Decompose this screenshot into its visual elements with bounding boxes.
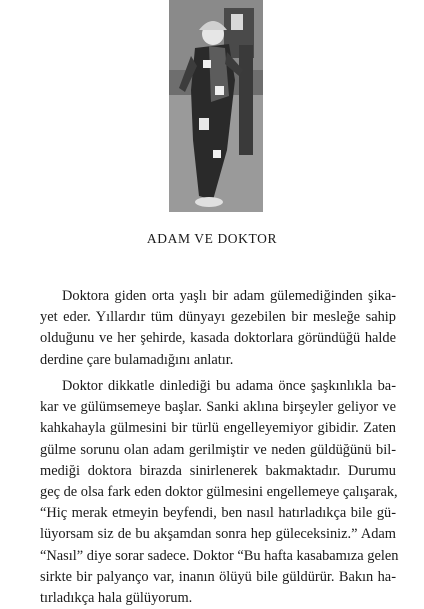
paragraph-2 — [40, 376, 399, 609]
paragraph-2-line: gülme sorunu olan adam gerilmiştir ve neden güldüğünü bil- — [40, 441, 396, 458]
paragraph-1 — [40, 286, 396, 371]
paragraph-2-line: tırladıkça hala gülüyorum. — [40, 590, 193, 607]
paragraph-2-line: kar ve gülümsemeye başlar. Sanki aklına birşeyler geliyor ve — [40, 399, 396, 416]
clown-photo — [169, 0, 263, 212]
story-title: ADAM VE DOKTOR — [146, 231, 278, 246]
paragraph-1-line: yet eder. Yıllardır tüm dünyayı gezebilen bir mesleğe sahip — [40, 309, 396, 326]
paragraph-1-line: derdine çare bulamadığını anlatır. — [40, 351, 234, 368]
paragraph-2-line: sirkte bir palyanço var, inanın ölüyü bile güldürür. Bakın ha- — [40, 568, 396, 585]
paragraph-1-line: Doktora giden orta yaşlı bir adam gülemediğinden şika- — [62, 288, 396, 304]
paragraph-2-line: mediği doktora birazda sinirlenerek bakmaktadır. Durumu — [40, 462, 396, 479]
paragraph-2-line: Doktor dikkatle dinlediği bu adama önce şaşkınlıkla ba- — [62, 378, 396, 394]
paragraph-2-line: “Hiç merak etmeyin beyfendi, ben nasıl hatırladıkça bile gü- — [40, 505, 396, 522]
paragraph-2-line: “Nasıl” diye sorar sadece. Doktor “Bu hafta kasabamıza gelen — [40, 547, 399, 564]
paragraph-2-line: lüyorsam siz de bu akşamdan sonra hep güleceksiniz.” Adam — [40, 526, 396, 543]
paragraph-2-line: geç de olsa fark eden doktor gülmesini engellemeye çalışarak, — [40, 484, 398, 501]
paragraph-1-line: olduğunu ve her şehirde, kasada doktorlara göründüğü halde — [40, 330, 396, 347]
paragraph-2-line: kahkahayla gülmesini bir türlü engelleyemiyor gibidir. Zaten — [40, 420, 396, 437]
